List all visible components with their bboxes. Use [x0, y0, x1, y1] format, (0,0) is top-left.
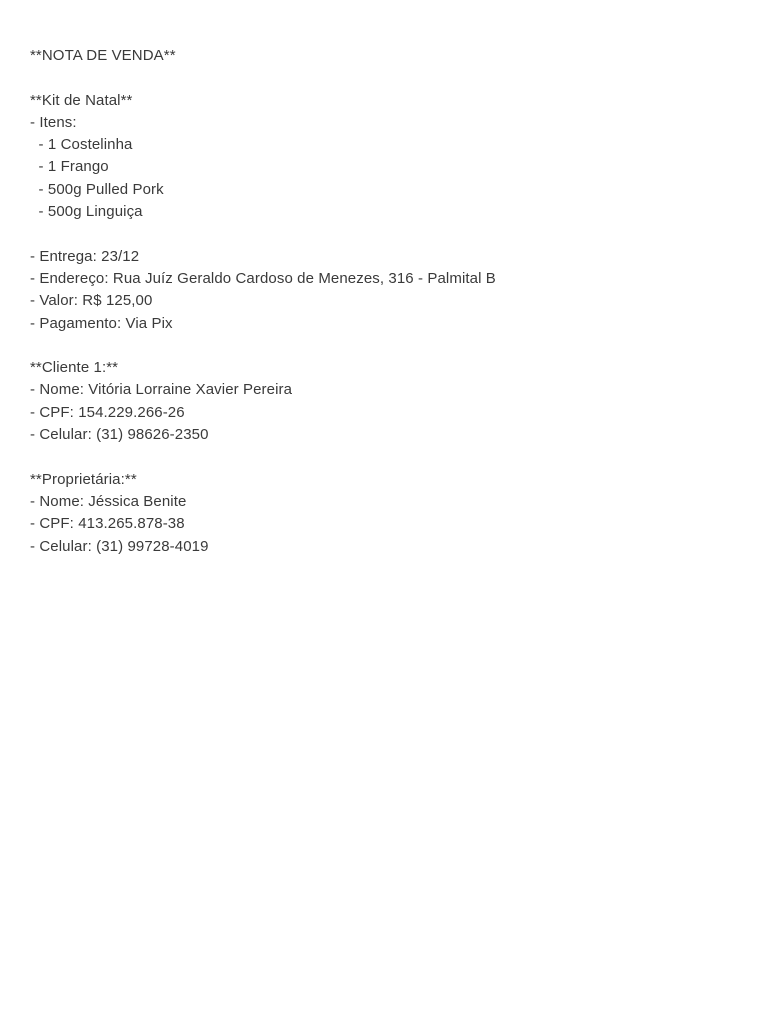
item-line: - 500g Linguiça [30, 203, 143, 221]
owner-phone: - Celular: (31) 99728-4019 [30, 537, 209, 555]
address-line: - Endereço: Rua Juíz Geraldo Cardoso de Menezes, 316 - Palmital B [30, 269, 496, 287]
client-phone: - Celular: (31) 98626-2350 [30, 426, 209, 444]
spacer [30, 223, 730, 245]
item-line: - 1 Frango [30, 158, 109, 176]
payment-line: - Pagamento: Via Pix [30, 314, 173, 332]
delivery-line: - Entrega: 23/12 [30, 247, 140, 265]
owner-name: - Nome: Jéssica Benite [30, 492, 187, 510]
sales-note [30, 45, 730, 558]
spacer [30, 67, 730, 89]
client-heading: **Cliente 1:** [30, 359, 119, 377]
client-cpf: - CPF: 154.229.266-26 [30, 403, 185, 421]
spacer [30, 446, 730, 468]
client-name: - Nome: Vitória Lorraine Xavier Pereira [30, 381, 293, 399]
items-label: - Itens: [30, 113, 77, 131]
item-line: - 500g Pulled Pork [30, 180, 164, 198]
note-title: **NOTA DE VENDA** [30, 47, 176, 64]
owner-cpf: - CPF: 413.265.878-38 [30, 515, 185, 533]
spacer [30, 335, 730, 357]
value-line: - Valor: R$ 125,00 [30, 292, 153, 310]
owner-heading: **Proprietária:** [30, 470, 137, 488]
kit-heading: **Kit de Natal** [30, 91, 133, 109]
item-line: - 1 Costelinha [30, 136, 133, 154]
